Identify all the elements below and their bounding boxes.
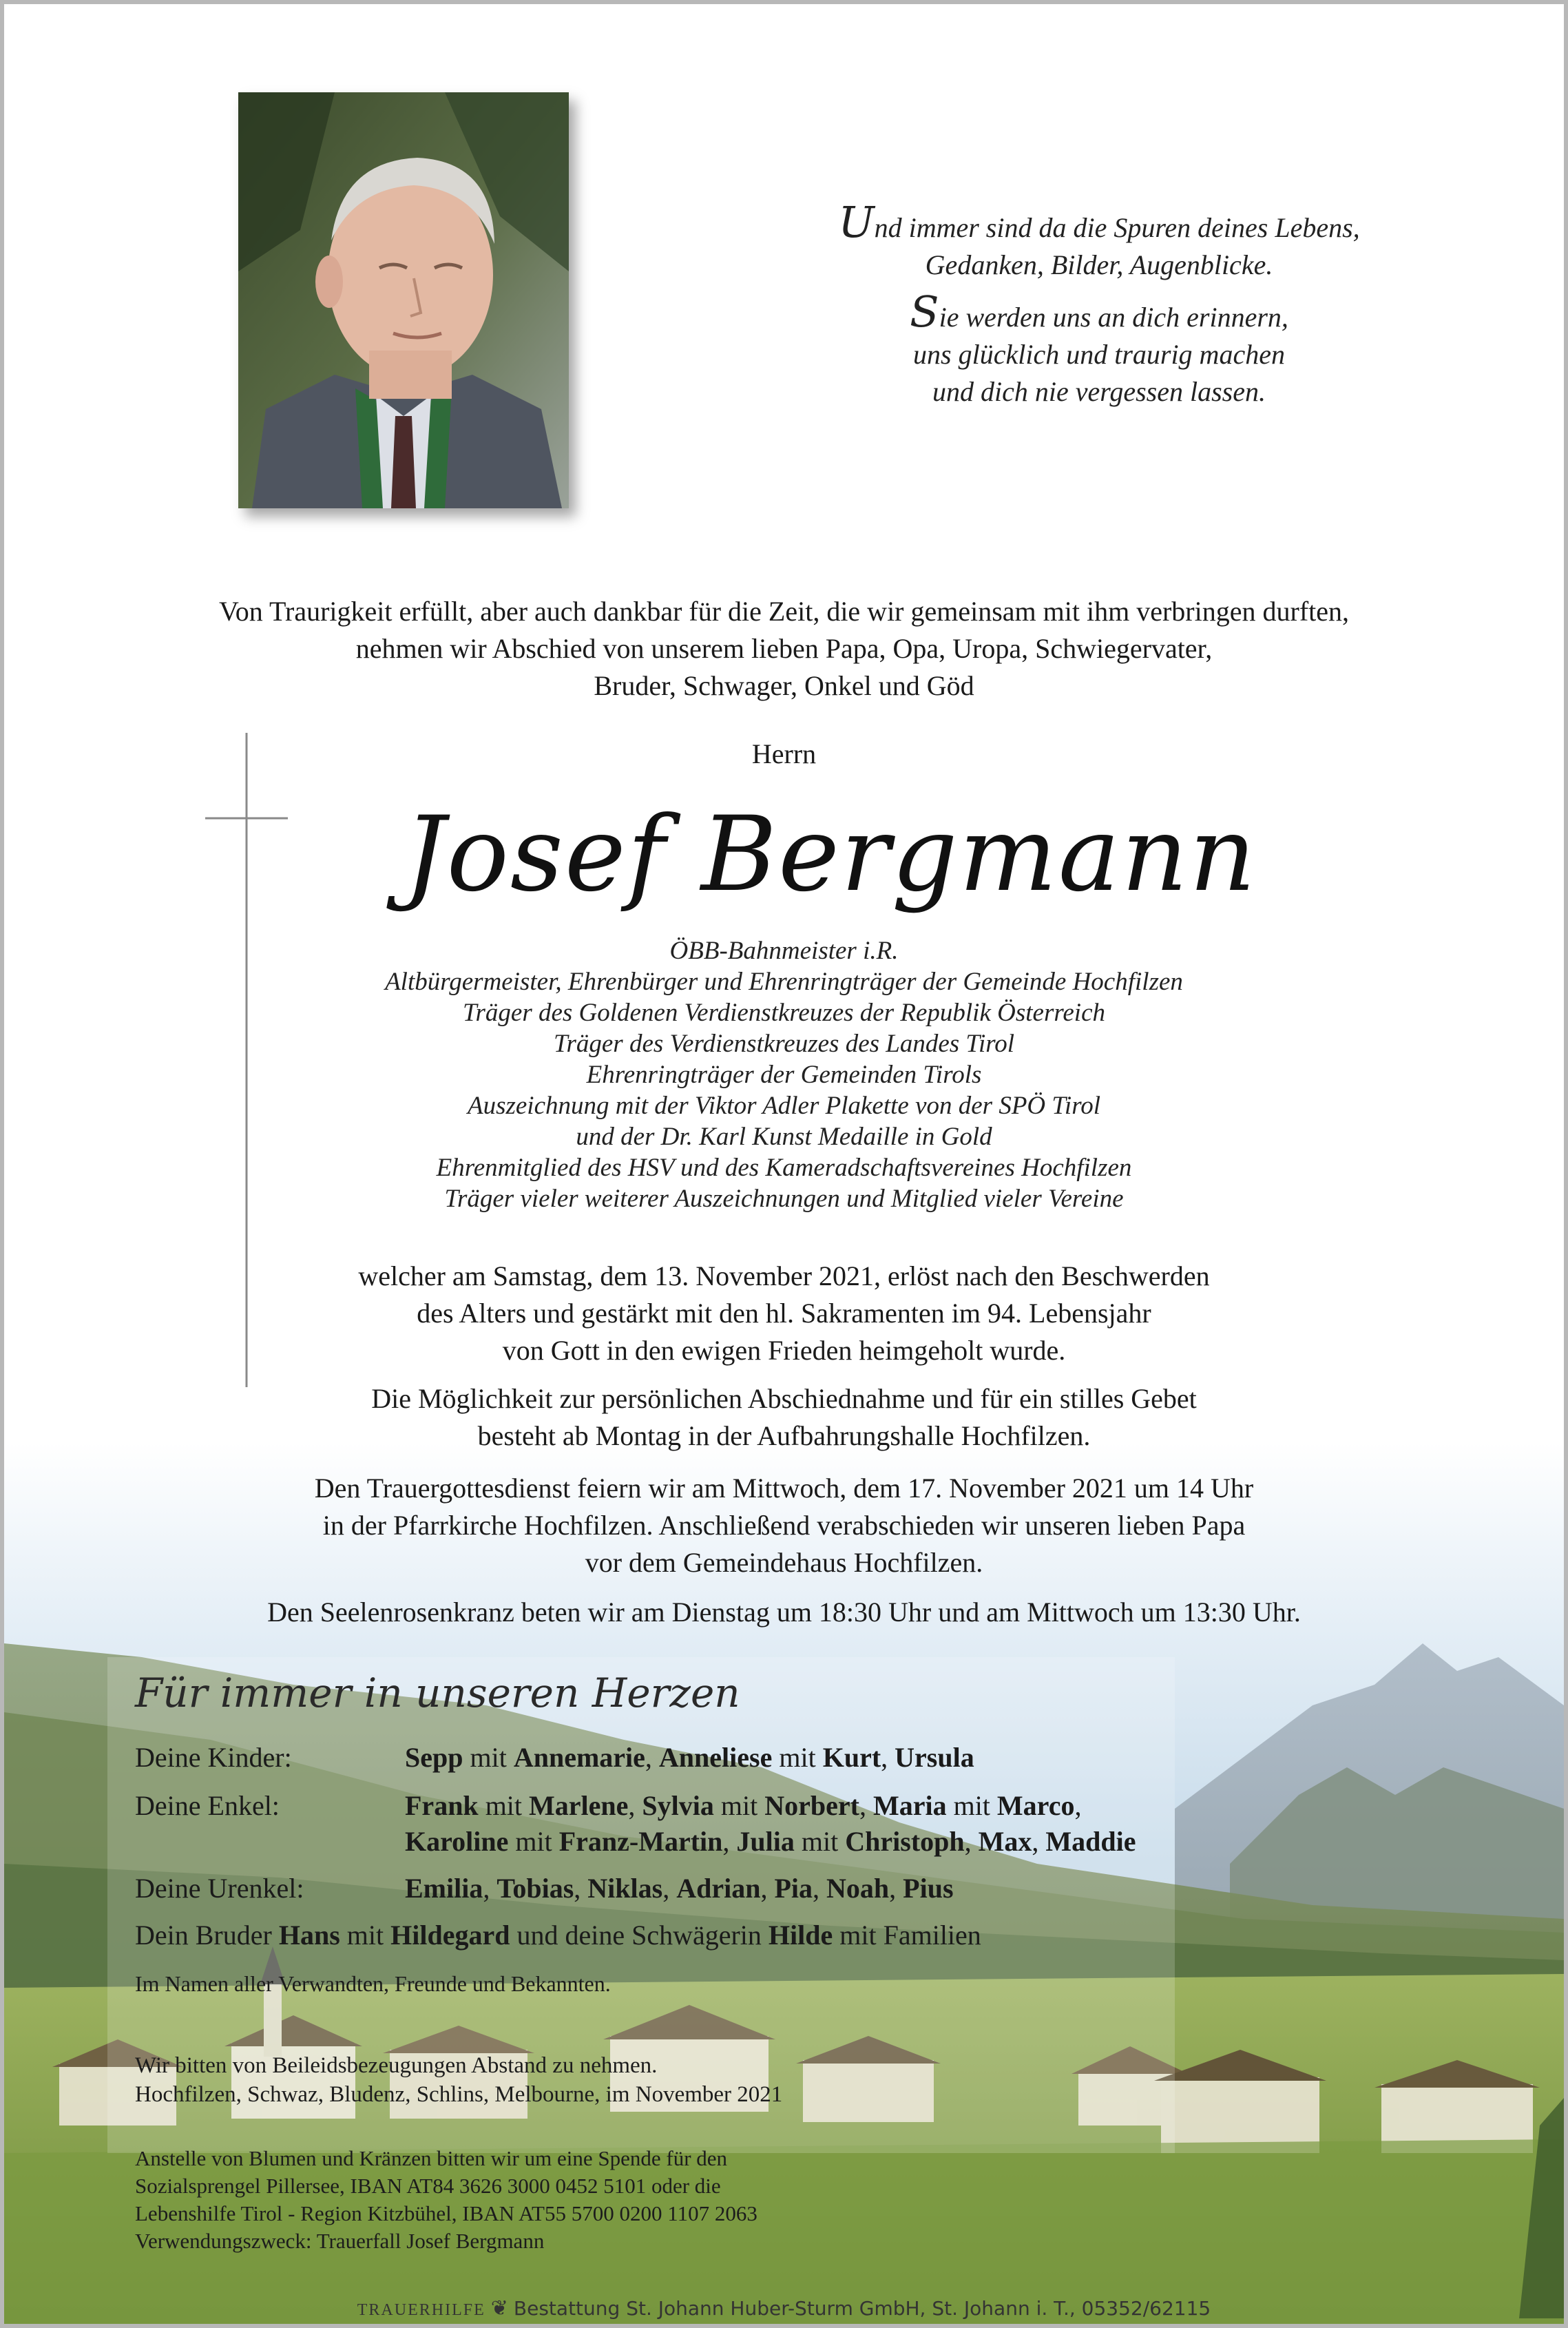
name: Pia (774, 1873, 813, 1904)
name: Franz-Martin (558, 1826, 723, 1857)
donation-note (135, 2145, 1443, 2255)
intro-text (73, 593, 1495, 705)
connector: , (964, 1826, 979, 1857)
name: Sepp (405, 1742, 463, 1773)
connector: , (628, 1790, 642, 1821)
intro-line-2: nehmen wir Abschied von unserem lieben Papa, Opa, Uropa, Schwiegervater, (355, 633, 1213, 664)
viewing-notice (87, 1380, 1481, 1455)
poem-initial-s: S (910, 287, 939, 337)
name: Adrian (676, 1873, 761, 1904)
enkel-label: Deine Enkel: (135, 1790, 280, 1821)
connector: mit (463, 1742, 514, 1773)
honor-line: Träger vieler weiterer Auszeichnungen und Mitglied vieler Vereine (444, 1185, 1124, 1213)
intro-line-1: Von Traurigkeit erfüllt, aber auch dankbar für die Zeit, die wir gemeinsam mit ihm verbringen durften, (218, 596, 1350, 627)
service-notice (87, 1470, 1481, 1581)
honor-line: Altbürgermeister, Ehrenbürger und Ehrenringträger der Gemeinde Hochfilzen (385, 968, 1183, 996)
name: Christoph (845, 1826, 965, 1857)
connector: mit (339, 1920, 391, 1951)
name: Annemarie (513, 1742, 645, 1773)
death-line-2: des Alters und gestärkt mit den hl. Sakramenten im 94. Lebensjahr (417, 1298, 1151, 1329)
kinder-names (405, 1740, 974, 1776)
connector: , (813, 1873, 827, 1904)
poem-line-1: nd immer sind da die Spuren deines Lebens, (874, 212, 1360, 243)
name: Karoline (405, 1826, 509, 1857)
death-line-1: welcher am Samstag, dem 13. November 2021, erlöst nach den Beschwerden (358, 1260, 1210, 1291)
death-line-3: von Gott in den ewigen Frieden heimgeholt wurde. (502, 1335, 1066, 1366)
connector: , (760, 1873, 775, 1904)
family-row-bruder (135, 1918, 981, 1953)
name: Tobias (496, 1873, 574, 1904)
obituary-sheet (4, 4, 1564, 2324)
connector: , (1032, 1826, 1046, 1857)
poem-initial-u: U (838, 197, 875, 247)
honors-list (142, 935, 1426, 1214)
connector: Dein Bruder (135, 1920, 279, 1951)
enkel-names (405, 1788, 1136, 1860)
donation-line-4: Verwendungszweck: Trauerfall Josef Bergmann (135, 2229, 545, 2253)
name: Maria (872, 1790, 947, 1821)
leaf-icon: ❦ (490, 2296, 508, 2320)
footer-brand: TRAUERHILFE (357, 2301, 485, 2319)
honor-line: Ehrenmitglied des HSV und des Kameradschaftsvereines Hochfilzen (436, 1154, 1132, 1182)
urenkel-names (405, 1871, 954, 1906)
name: Sylvia (642, 1790, 714, 1821)
urenkel-label: Deine Urenkel: (135, 1873, 304, 1904)
name: Emilia (405, 1873, 483, 1904)
connector: , (662, 1873, 677, 1904)
rosary-notice (87, 1594, 1481, 1631)
poem-line-4: uns glücklich und traurig machen (913, 339, 1285, 370)
viewing-line-1: Die Möglichkeit zur persönlichen Abschiednahme und für ein stilles Gebet (371, 1383, 1197, 1414)
condolence-line-1: Wir bitten von Beileidsbezeugungen Abstand zu nehmen. (135, 2053, 658, 2078)
honor-line: Träger des Verdienstkreuzes des Landes Tirol (553, 1030, 1015, 1058)
connector: mit (794, 1826, 846, 1857)
poem-line-2: Gedanken, Bilder, Augenblicke. (925, 249, 1273, 280)
intro-line-3: Bruder, Schwager, Onkel und Göd (594, 670, 974, 701)
honor-line: und der Dr. Karl Kunst Medaille in Gold (576, 1123, 992, 1151)
name: Niklas (587, 1873, 663, 1904)
condolence-line-2: Hochfilzen, Schwaz, Bludenz, Schlins, Melbourne, im November 2021 (135, 2082, 783, 2107)
service-line-2: in der Pfarrkirche Hochfilzen. Anschließend verabschieden wir unseren lieben Papa (322, 1510, 1246, 1541)
family-row-namen: Im Namen aller Verwandten, Freunde und Bekannten. (135, 1971, 611, 1996)
name: Norbert (764, 1790, 859, 1821)
connector: , (859, 1790, 873, 1821)
connector: , (1074, 1790, 1082, 1821)
deceased-name: Josef Bergmann (404, 795, 1257, 915)
honor-line: ÖBB-Bahnmeister i.R. (669, 937, 899, 965)
honor-line: Träger des Goldenen Verdienstkreuzes der Republik Österreich (462, 999, 1106, 1027)
poem-line-5: und dich nie vergessen lassen. (932, 376, 1266, 407)
footer-company: Bestattung St. Johann Huber-Sturm GmbH, St. Johann i. T., 05352/62115 (513, 2297, 1211, 2320)
service-line-1: Den Trauergottesdienst feiern wir am Mittwoch, dem 17. November 2021 um 14 Uhr (314, 1473, 1254, 1504)
name: Ursula (895, 1742, 974, 1773)
connector: mit (772, 1742, 823, 1773)
connector: , (881, 1742, 895, 1773)
condolence-note (135, 2051, 1443, 2109)
honor-line: Auszeichnung mit der Viktor Adler Plakette von der SPÖ Tirol (467, 1092, 1101, 1120)
connector: , (645, 1742, 659, 1773)
name: Noah (826, 1873, 890, 1904)
connector: und deine Schwägerin (510, 1920, 769, 1951)
name: Hilde (768, 1920, 833, 1951)
service-line-3: vor dem Gemeindehaus Hochfilzen. (585, 1547, 983, 1578)
connector: , (722, 1826, 737, 1857)
connector: , (483, 1873, 497, 1904)
name: Pius (903, 1873, 954, 1904)
name: Anneliese (658, 1742, 773, 1773)
connector: mit Familien (833, 1920, 981, 1951)
portrait-photo (238, 92, 569, 508)
connector: mit (713, 1790, 765, 1821)
death-notice (87, 1258, 1481, 1369)
name: Kurt (822, 1742, 881, 1773)
salutation: Herrn (751, 738, 817, 769)
name: Maddie (1045, 1826, 1136, 1857)
name: Marco (996, 1790, 1075, 1821)
forever-heading: Für immer in unseren Herzen (135, 1670, 740, 1716)
name: Max (978, 1826, 1032, 1857)
donation-line-3: Lebenshilfe Tirol - Region Kitzbühel, IBAN AT55 5700 0200 1107 2063 (135, 2201, 757, 2225)
name: Marlene (529, 1790, 629, 1821)
name: Hans (278, 1920, 340, 1951)
rosary-line: Den Seelenrosenkranz beten wir am Dienstag um 18:30 Uhr und am Mittwoch um 13:30 Uhr. (267, 1597, 1301, 1628)
name: Julia (736, 1826, 795, 1857)
viewing-line-2: besteht ab Montag in der Aufbahrungshalle Hochfilzen. (477, 1420, 1091, 1451)
connector: mit (946, 1790, 997, 1821)
name: Frank (405, 1790, 479, 1821)
kinder-label: Deine Kinder: (135, 1742, 292, 1773)
poem (755, 197, 1443, 410)
donation-line-2: Sozialsprengel Pillersee, IBAN AT84 3626 3000 0452 5101 oder die (135, 2174, 721, 2198)
poem-line-3: ie werden uns an dich erinnern, (939, 302, 1288, 333)
connector: mit (478, 1790, 530, 1821)
connector: , (889, 1873, 903, 1904)
donation-line-1: Anstelle von Blumen und Kränzen bitten wir um eine Spende für den (135, 2146, 728, 2170)
honor-line: Ehrenringträger der Gemeinden Tirols (586, 1061, 982, 1089)
connector: , (574, 1873, 588, 1904)
name: Hildegard (390, 1920, 510, 1951)
footer (4, 2296, 1564, 2320)
connector: mit (508, 1826, 559, 1857)
